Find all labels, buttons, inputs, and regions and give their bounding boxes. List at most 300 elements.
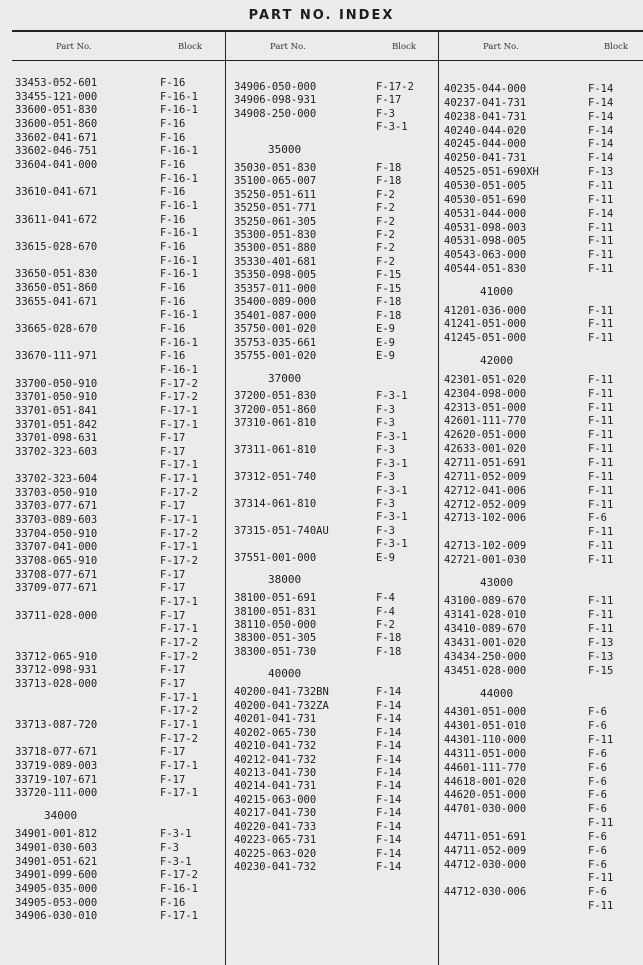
part-number: 40214-041-731 — [234, 780, 317, 793]
part-number: 35357-011-000 — [234, 282, 317, 295]
block-reference: F-11 — [588, 249, 614, 262]
block-reference: F-18 — [376, 296, 402, 309]
part-number: 35755-001-020 — [234, 350, 317, 362]
block-reference: F-11 — [588, 332, 614, 345]
block-reference: F-11 — [588, 817, 614, 830]
section-heading: 44000 — [480, 686, 514, 700]
block-reference: F-3 — [160, 841, 179, 854]
block-reference: F-16-1 — [160, 227, 198, 240]
section-heading: 42000 — [480, 354, 514, 368]
part-number: 40220-041-733 — [234, 820, 317, 833]
part-number: 33650-051-830 — [15, 268, 98, 281]
part-number: 33720-111-000 — [15, 787, 98, 800]
block-reference: F-11 — [588, 401, 614, 414]
block-reference: F-17 — [160, 568, 186, 581]
part-number: 34901-051-621 — [15, 855, 98, 868]
part-number: 42601-111-770 — [444, 415, 527, 428]
part-number: 44701-030-000 — [444, 803, 527, 816]
part-number: 37312-051-740 — [234, 471, 317, 484]
block-reference: F-16 — [160, 240, 186, 253]
part-number: 38300-051-730 — [234, 645, 317, 658]
block-reference: F-18 — [376, 309, 402, 322]
block-reference: F-3 — [376, 417, 395, 430]
part-number: 44711-051-691 — [444, 830, 527, 843]
block-reference: F-3 — [376, 471, 395, 484]
part-number: 33709-077-671 — [15, 582, 98, 595]
column-2-part-header: Part No. — [270, 42, 306, 52]
block-reference: F-17-1 — [160, 418, 198, 431]
part-number: 38100-051-831 — [234, 605, 317, 618]
block-reference: F-3-1 — [376, 484, 408, 497]
part-number: 33604-041-000 — [15, 158, 98, 171]
part-number: 40525-051-690XH — [444, 166, 539, 179]
block-reference: F-17-1 — [160, 514, 198, 527]
block-reference: F-17-1 — [160, 596, 198, 609]
part-number: 33702-323-603 — [15, 445, 98, 458]
part-number: 43410-089-670 — [444, 623, 527, 636]
block-reference: F-3-1 — [376, 457, 408, 470]
block-reference: F-2 — [376, 619, 395, 631]
block-reference: F-6 — [588, 858, 607, 871]
part-number: 37200-051-860 — [234, 403, 317, 416]
block-reference: F-11 — [588, 498, 614, 511]
block-reference: F-17-1 — [160, 787, 198, 800]
block-reference: F-17-2 — [160, 555, 198, 568]
part-number: 43141-028-010 — [444, 609, 527, 622]
part-number: 33707-041-000 — [15, 541, 98, 554]
part-number: 33701-098-631 — [15, 432, 98, 445]
block-reference: F-16 — [160, 322, 186, 335]
block-reference: F-17-2 — [160, 527, 198, 540]
block-reference: F-18 — [376, 175, 402, 188]
block-reference: F-14 — [376, 686, 402, 699]
block-reference: F-14 — [588, 110, 614, 123]
part-number: 33703-089-603 — [15, 514, 98, 527]
part-number: 35330-401-681 — [234, 255, 317, 268]
block-reference: F-2 — [376, 215, 395, 228]
block-reference: F-16-1 — [160, 309, 198, 322]
part-number: 40212-041-732 — [234, 753, 317, 766]
part-number: 43100-089-670 — [444, 595, 527, 608]
block-reference: F-4 — [376, 592, 395, 605]
block-reference: E-9 — [376, 336, 395, 349]
block-reference: F-14 — [376, 699, 402, 712]
part-number: 40530-051-005 — [444, 179, 527, 192]
block-reference: F-17 — [160, 582, 186, 595]
block-reference: F-11 — [588, 609, 614, 622]
page-title: PART NO. INDEX — [248, 8, 395, 23]
block-reference: F-14 — [588, 138, 614, 151]
block-reference: F-11 — [588, 387, 614, 400]
block-reference: F-17-1 — [160, 910, 198, 923]
part-number: 42711-052-009 — [444, 470, 527, 483]
part-number: 44712-030-000 — [444, 858, 527, 871]
part-number: 40223-065-731 — [234, 834, 317, 847]
block-reference: F-17-1 — [160, 404, 198, 417]
block-reference: F-17 — [160, 678, 186, 691]
part-number: 41241-051-000 — [444, 318, 527, 331]
part-number: 34906-030-010 — [15, 910, 98, 923]
block-reference: F-16-1 — [160, 254, 198, 267]
block-reference: F-16 — [160, 350, 186, 363]
block-reference: F-6 — [588, 747, 607, 760]
block-reference: F-11 — [588, 540, 614, 553]
part-number: 40245-044-000 — [444, 138, 527, 151]
part-number: 37311-061-810 — [234, 444, 317, 457]
block-reference: F-17-2 — [160, 391, 198, 404]
part-number: 35401-087-000 — [234, 309, 317, 322]
header-top-rule — [12, 30, 643, 32]
block-reference: F-18 — [376, 632, 402, 645]
part-number: 37310-061-810 — [234, 417, 317, 430]
part-number: 34905-053-000 — [15, 896, 98, 909]
part-number: 35300-051-880 — [234, 242, 317, 255]
part-number: 34908-250-000 — [234, 107, 317, 120]
block-reference: F-3-1 — [376, 430, 408, 443]
part-number: 40240-044-020 — [444, 124, 527, 137]
block-reference: F-3 — [376, 107, 395, 120]
part-number: 37314-061-810 — [234, 497, 317, 510]
block-reference: F-3 — [376, 444, 395, 457]
block-reference: F-14 — [588, 83, 614, 95]
part-number: 44311-051-000 — [444, 747, 527, 760]
block-reference: F-17-2 — [160, 705, 198, 718]
block-reference: F-11 — [588, 470, 614, 483]
block-reference: F-17 — [160, 432, 186, 445]
block-reference: F-16-1 — [160, 363, 198, 376]
block-reference: F-17-1 — [160, 760, 198, 772]
part-number: 33719-107-671 — [15, 773, 98, 786]
part-number: 40210-041-732 — [234, 740, 317, 753]
block-reference: F-16 — [160, 295, 186, 308]
block-reference: F-13 — [588, 166, 614, 179]
block-reference: F-11 — [588, 443, 614, 456]
block-reference: F-16-1 — [160, 90, 198, 103]
part-number: 42721-001-030 — [444, 553, 527, 566]
block-reference: F-6 — [588, 720, 607, 733]
block-reference: F-15 — [376, 282, 402, 295]
section-heading: 35000 — [268, 142, 302, 156]
part-number: 35350-098-005 — [234, 269, 317, 282]
block-reference: F-11 — [588, 304, 614, 317]
block-reference: F-3-1 — [160, 855, 192, 868]
block-reference: F-4 — [376, 605, 395, 618]
part-number: 35300-051-830 — [234, 228, 317, 241]
block-reference: F-2 — [376, 202, 395, 215]
part-number: 42712-041-006 — [444, 484, 527, 497]
part-number: 33602-046-751 — [15, 145, 98, 158]
block-reference: F-17-2 — [376, 81, 414, 93]
block-reference: F-17-1 — [160, 541, 198, 554]
part-number: 37200-051-830 — [234, 390, 317, 403]
part-number: 33708-065-910 — [15, 555, 98, 568]
block-reference: F-11 — [588, 456, 614, 469]
block-reference: F-17-2 — [160, 637, 198, 650]
part-number: 43434-250-000 — [444, 650, 527, 663]
part-number: 33455-121-000 — [15, 90, 98, 103]
block-reference: F-11 — [588, 415, 614, 428]
section-heading: 41000 — [480, 285, 514, 299]
block-reference: F-14 — [376, 740, 402, 753]
block-reference: F-17-1 — [160, 719, 198, 732]
block-reference: F-14 — [376, 766, 402, 779]
block-reference: F-16 — [160, 896, 186, 909]
block-reference: E-9 — [376, 350, 395, 362]
part-number: 33650-051-860 — [15, 281, 98, 294]
block-reference: F-16-1 — [160, 199, 198, 212]
block-reference: F-18 — [376, 161, 402, 174]
part-number: 40202-065-730 — [234, 726, 317, 739]
part-number: 43451-028-000 — [444, 664, 527, 677]
block-reference: F-16 — [160, 213, 186, 226]
block-reference: F-17-1 — [160, 691, 198, 704]
block-reference: F-17-2 — [160, 650, 198, 663]
part-number: 33701-051-841 — [15, 404, 98, 417]
block-reference: F-11 — [588, 872, 614, 885]
part-number: 44620-051-000 — [444, 789, 527, 802]
part-number: 35250-051-611 — [234, 188, 317, 201]
part-number: 44618-001-020 — [444, 775, 527, 788]
block-reference: F-17-1 — [160, 623, 198, 636]
block-reference: F-17-2 — [160, 869, 198, 882]
block-reference: F-17-2 — [160, 732, 198, 745]
part-number: 40530-051-690 — [444, 193, 527, 206]
part-number: 42713-102-006 — [444, 512, 527, 525]
part-number: 40201-041-731 — [234, 713, 317, 726]
block-reference: F-14 — [376, 780, 402, 793]
part-number: 37315-051-740AU — [234, 524, 329, 537]
part-number: 40238-041-731 — [444, 110, 527, 123]
part-number: 35030-051-830 — [234, 161, 317, 174]
part-number: 40235-044-000 — [444, 83, 527, 95]
block-reference: F-16 — [160, 117, 186, 130]
part-number: 34906-050-000 — [234, 81, 317, 93]
part-number: 33655-041-671 — [15, 295, 98, 308]
part-number: 38300-051-305 — [234, 632, 317, 645]
part-number: 33453-052-601 — [15, 77, 98, 89]
block-reference: F-16-1 — [160, 172, 198, 185]
block-reference: F-14 — [376, 820, 402, 833]
part-number: 34906-098-931 — [234, 94, 317, 107]
part-number: 34901-099-600 — [15, 869, 98, 882]
column-divider-2 — [438, 31, 439, 965]
part-number: 40213-041-730 — [234, 766, 317, 779]
block-reference: F-13 — [588, 637, 614, 649]
block-reference: F-14 — [588, 124, 614, 137]
block-reference: F-14 — [376, 793, 402, 806]
block-reference: F-2 — [376, 242, 395, 255]
part-number: 43431-001-020 — [444, 637, 527, 649]
part-number: 44301-051-010 — [444, 720, 527, 733]
block-reference: F-6 — [588, 775, 607, 788]
part-number: 42713-102-009 — [444, 540, 527, 553]
part-number: 44301-051-000 — [444, 706, 527, 719]
block-reference: F-15 — [588, 664, 614, 677]
part-number: 40237-041-731 — [444, 96, 527, 109]
block-reference: F-6 — [588, 844, 607, 857]
block-reference: F-16 — [160, 158, 186, 171]
part-number: 33719-089-003 — [15, 760, 98, 772]
part-number: 40200-041-732BN — [234, 686, 329, 699]
block-reference: F-17-1 — [160, 473, 198, 486]
part-number: 34905-035-000 — [15, 882, 98, 895]
block-reference: F-17-2 — [160, 377, 198, 390]
block-reference: F-11 — [588, 553, 614, 566]
block-reference: F-3 — [376, 403, 395, 416]
column-3-block-header: Block — [604, 42, 628, 52]
block-reference: F-3-1 — [376, 390, 408, 403]
part-number: 34901-001-812 — [15, 828, 98, 841]
block-reference: F-16-1 — [160, 104, 198, 117]
part-number: 44711-052-009 — [444, 844, 527, 857]
section-heading: 34000 — [44, 809, 78, 823]
part-number: 33701-051-842 — [15, 418, 98, 431]
part-number: 42712-052-009 — [444, 498, 527, 511]
block-reference: F-15 — [376, 269, 402, 282]
block-reference: F-14 — [588, 96, 614, 109]
block-reference: F-11 — [588, 263, 614, 276]
block-reference: F-3-1 — [376, 511, 408, 524]
block-reference: F-11 — [588, 179, 614, 192]
part-number: 33703-077-671 — [15, 500, 98, 513]
section-heading: 40000 — [268, 667, 302, 681]
block-reference: F-11 — [588, 373, 614, 386]
block-reference: F-16-1 — [160, 268, 198, 281]
part-number: 40225-063-020 — [234, 847, 317, 860]
part-number: 40531-098-005 — [444, 235, 527, 248]
block-reference: F-13 — [588, 650, 614, 663]
part-number: 35750-001-020 — [234, 323, 317, 336]
block-reference: F-6 — [588, 761, 607, 774]
block-reference: F-18 — [376, 645, 402, 658]
block-reference: F-11 — [588, 526, 614, 539]
block-reference: F-3-1 — [376, 538, 408, 551]
block-reference: F-6 — [588, 512, 607, 525]
part-number: 35250-051-771 — [234, 202, 317, 215]
block-reference: F-14 — [376, 713, 402, 726]
part-number: 41201-036-000 — [444, 304, 527, 317]
block-reference: F-17 — [160, 609, 186, 622]
block-reference: F-3 — [376, 497, 395, 510]
block-reference: F-14 — [588, 207, 614, 220]
part-number: 33712-098-931 — [15, 664, 98, 677]
block-reference: F-14 — [376, 807, 402, 820]
part-number: 33610-041-671 — [15, 186, 98, 199]
column-2-block-header: Block — [392, 42, 416, 52]
column-1-part-header: Part No. — [56, 42, 92, 52]
block-reference: F-6 — [588, 789, 607, 802]
part-number: 42313-051-000 — [444, 401, 527, 414]
part-number: 33670-111-971 — [15, 350, 98, 363]
block-reference: F-14 — [588, 152, 614, 165]
block-reference: F-6 — [588, 830, 607, 843]
part-number: 38100-051-691 — [234, 592, 317, 605]
part-number: 40250-041-731 — [444, 152, 527, 165]
part-number: 35100-065-007 — [234, 175, 317, 188]
part-number: 40230-041-732 — [234, 861, 317, 874]
column-3-part-header: Part No. — [483, 42, 519, 52]
block-reference: F-2 — [376, 228, 395, 241]
block-reference: F-11 — [588, 193, 614, 206]
part-number: 44601-111-770 — [444, 761, 527, 774]
block-reference: F-11 — [588, 318, 614, 331]
block-reference: F-11 — [588, 429, 614, 442]
block-reference: F-11 — [588, 900, 614, 913]
part-number: 33704-050-910 — [15, 527, 98, 540]
part-number: 42711-051-691 — [444, 456, 527, 469]
part-number: 40531-044-000 — [444, 207, 527, 220]
block-reference: F-6 — [588, 886, 607, 899]
block-reference: F-16 — [160, 77, 186, 89]
part-number: 37551-001-000 — [234, 551, 317, 564]
part-number: 42620-051-000 — [444, 429, 527, 442]
block-reference: E-9 — [376, 551, 395, 564]
block-reference: F-17 — [376, 94, 402, 107]
block-reference: F-14 — [376, 726, 402, 739]
block-reference: F-3-1 — [376, 121, 408, 134]
part-number: 33602-041-671 — [15, 131, 98, 144]
block-reference: F-11 — [588, 733, 614, 746]
part-number: 40217-041-730 — [234, 807, 317, 820]
block-reference: F-17-1 — [160, 459, 198, 472]
part-number: 35250-061-305 — [234, 215, 317, 228]
block-reference: F-17 — [160, 746, 186, 759]
block-reference: F-16-1 — [160, 145, 198, 158]
part-number: 33703-050-910 — [15, 486, 98, 499]
block-reference: F-3-1 — [160, 828, 192, 841]
block-reference: F-17 — [160, 664, 186, 677]
part-number: 33611-041-672 — [15, 213, 98, 226]
block-reference: F-11 — [588, 623, 614, 636]
part-number: 33708-077-671 — [15, 568, 98, 581]
block-reference: F-11 — [588, 235, 614, 248]
block-reference: F-17-2 — [160, 486, 198, 499]
block-reference: F-11 — [588, 484, 614, 497]
block-reference: F-16-1 — [160, 336, 198, 349]
part-number: 33615-028-670 — [15, 240, 98, 253]
block-reference: F-16 — [160, 131, 186, 144]
part-number: 33701-050-910 — [15, 391, 98, 404]
part-number: 41245-051-000 — [444, 332, 527, 345]
section-heading: 43000 — [480, 576, 514, 590]
part-number: 44712-030-006 — [444, 886, 527, 899]
block-reference: F-16-1 — [160, 882, 198, 895]
block-reference: F-3 — [376, 524, 395, 537]
part-number: 38110-050-000 — [234, 619, 317, 631]
block-reference: E-9 — [376, 323, 395, 336]
part-number: 33665-028-670 — [15, 322, 98, 335]
part-number: 42633-001-020 — [444, 443, 527, 456]
part-number: 34901-030-603 — [15, 841, 98, 854]
block-reference: F-16 — [160, 281, 186, 294]
block-reference: F-16 — [160, 186, 186, 199]
block-reference: F-14 — [376, 847, 402, 860]
block-reference: F-17 — [160, 773, 186, 786]
part-number: 40543-063-000 — [444, 249, 527, 262]
part-number: 40531-098-003 — [444, 221, 527, 234]
block-reference: F-17 — [160, 445, 186, 458]
block-reference: F-11 — [588, 595, 614, 608]
part-number: 42301-051-020 — [444, 373, 527, 386]
part-number: 33711-028-000 — [15, 609, 98, 622]
part-number: 40215-063-000 — [234, 793, 317, 806]
block-reference: F-2 — [376, 188, 395, 201]
part-number: 35400-089-000 — [234, 296, 317, 309]
block-reference: F-2 — [376, 255, 395, 268]
part-number: 44301-110-000 — [444, 733, 527, 746]
part-number: 33600-051-860 — [15, 117, 98, 130]
header-bottom-rule — [12, 60, 643, 61]
